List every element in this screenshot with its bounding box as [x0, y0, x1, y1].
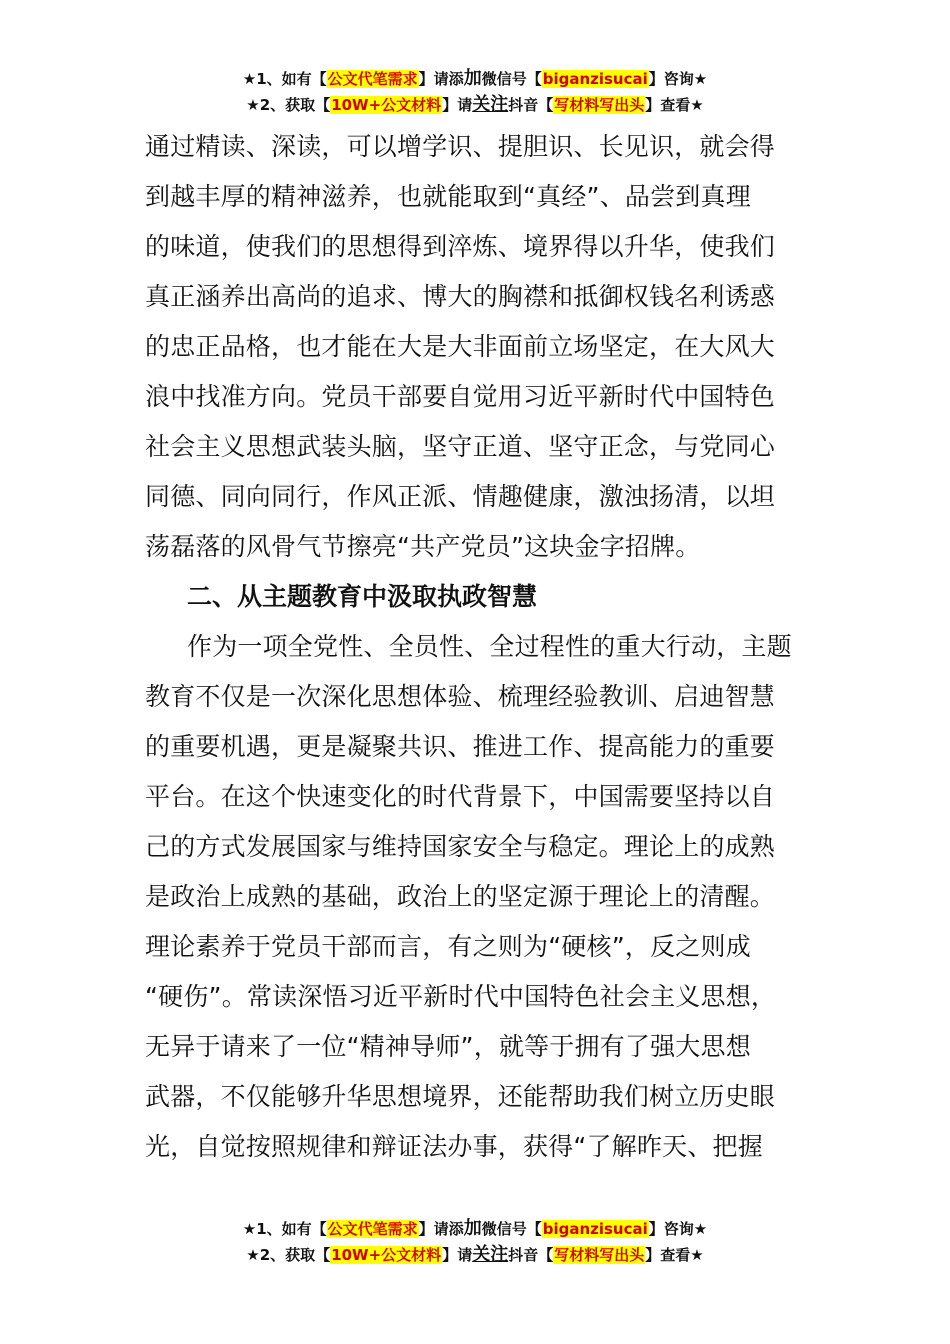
highlight-ghostwriting: 公文代笔需求 [327, 1220, 418, 1238]
banner-text: ★2、获取【 [246, 1246, 331, 1264]
banner-text: 关注 [472, 94, 509, 115]
highlight-douyin: 写材料写出头 [554, 1246, 645, 1264]
text-line: 作为一项全党性、全员性、全过程性的重大行动，主题 [187, 632, 792, 661]
banner-text: 】请 [442, 1246, 473, 1264]
banner-text: 】请添 [418, 70, 464, 88]
top-banner [0, 66, 950, 118]
text-line: 的重要机遇，更是凝聚共识、推进工作、提高能力的重要 [145, 732, 776, 761]
banner-text: 抖音【 [508, 1246, 554, 1264]
text-line: 光，自觉按照规律和辩证法办事，获得“了解昨天、把握 [145, 1132, 763, 1161]
banner-line-1 [0, 66, 950, 92]
banner-text: ★2、获取【 [246, 96, 331, 114]
banner-text: 】查看★ [645, 1246, 704, 1264]
text-line: 理论素养于党员干部而言，有之则为“硬核”，反之则成 [145, 932, 751, 961]
section-heading: 二、从主题教育中汲取执政智慧 [187, 582, 538, 611]
text-line: 平台。在这个快速变化的时代背景下，中国需要坚持以自 [145, 782, 776, 811]
text-line: 荡磊落的风骨气节擦亮“共产党员”这块金字招牌。 [145, 532, 701, 561]
banner-line-2 [0, 92, 950, 118]
highlight-materials: 10W+公文材料 [331, 1246, 442, 1264]
banner-text: 加 [463, 68, 482, 89]
banner-text: 】咨询★ [648, 70, 708, 88]
text-line: 通过精读、深读，可以增学识、提胆识、长见识，就会得 [145, 132, 776, 161]
text-line: 到越丰厚的精神滋养，也就能取到“真经”、品尝到真理 [145, 182, 751, 211]
highlight-ghostwriting: 公文代笔需求 [327, 70, 418, 88]
text-line: 己的方式发展国家与维持国家安全与稳定。理论上的成熟 [145, 832, 776, 861]
text-line: 教育不仅是一次深化思想体验、梳理经验教训、启迪智慧 [145, 682, 776, 711]
document-body [145, 122, 815, 1172]
text-line: 的忠正品格，也才能在大是大非面前立场坚定，在大风大 [145, 332, 776, 361]
banner-text: 】查看★ [645, 96, 704, 114]
text-line: 武器，不仅能够升华思想境界，还能帮助我们树立历史眼 [145, 1082, 776, 1111]
banner-text: 关注 [472, 1244, 509, 1265]
banner-text: 抖音【 [508, 96, 554, 114]
highlight-materials: 10W+公文材料 [331, 96, 442, 114]
banner-text: 】请添 [418, 1220, 464, 1238]
text-line: 是政治上成熟的基础，政治上的坚定源于理论上的清醒。 [145, 882, 776, 911]
highlight-douyin: 写材料写出头 [554, 96, 645, 114]
banner-text: ★1、如有【 [242, 1220, 327, 1238]
paragraph-2 [145, 622, 815, 1172]
banner-text: 微信号【 [481, 70, 542, 88]
banner-text: ★1、如有【 [242, 70, 327, 88]
bottom-banner [0, 1216, 950, 1268]
highlight-wechat-id: biganzisucai [542, 1220, 648, 1238]
text-line: 浪中找准方向。党员干部要自觉用习近平新时代中国特色 [145, 382, 776, 411]
text-line: “硬伤”。常读深悟习近平新时代中国特色社会主义思想， [145, 982, 777, 1011]
banner-line-2 [0, 1242, 950, 1268]
paragraph-1 [145, 122, 815, 572]
banner-text: 加 [463, 1218, 482, 1239]
text-line: 无异于请来了一位“精神导师”，就等于拥有了强大思想 [145, 1032, 751, 1061]
banner-text: 】咨询★ [648, 1220, 708, 1238]
text-line: 同德、同向同行，作风正派、情趣健康，激浊扬清，以坦 [145, 482, 776, 511]
text-line: 社会主义思想武装头脑，坚守正道、坚守正念，与党同心 [145, 432, 776, 461]
text-line: 的味道，使我们的思想得到淬炼、境界得以升华，使我们 [145, 232, 776, 261]
banner-text: 微信号【 [481, 1220, 542, 1238]
text-line: 真正涵养出高尚的追求、博大的胸襟和抵御权钱名利诱惑 [145, 282, 776, 311]
banner-line-1 [0, 1216, 950, 1242]
highlight-wechat-id: biganzisucai [542, 70, 648, 88]
banner-text: 】请 [442, 96, 473, 114]
